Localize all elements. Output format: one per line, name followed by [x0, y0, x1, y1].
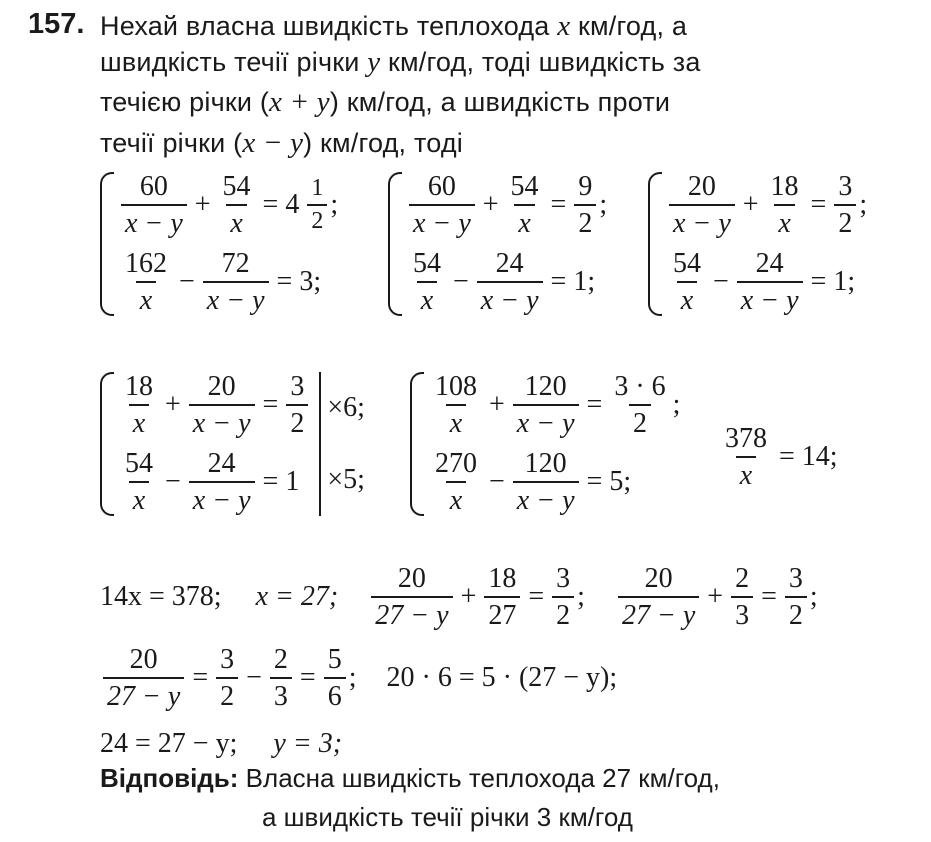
equation-row: $\frac{270}{x}$ − $\frac{120}{x - y}$ = 5; — [435, 447, 632, 517]
problem-number: 157. — [28, 8, 85, 40]
brace — [100, 372, 114, 516]
equation-system-5 — [410, 372, 680, 516]
problem-text-line-4: течії річки (x − y) км/год, тоді — [100, 127, 463, 159]
brace — [388, 172, 402, 316]
problem-text-line-2: швидкість течії річки y км/год, тоді швидкість за — [100, 46, 701, 78]
problem-text-line-3: течією річки (x + y) км/год, а швидкість проти — [100, 86, 671, 118]
equation-row: $\frac{20}{x - y}$ + $\frac{18}{x}$ = $\frac{3}{2}$ ; — [666, 172, 867, 239]
brace — [100, 172, 114, 316]
equation-system-4 — [100, 372, 365, 516]
equation-row: $\frac{54}{x}$ − $\frac{24}{x - y}$ = 1; — [413, 247, 596, 317]
equation-row: $\frac{54}{x}$ − $\frac{24}{x - y}$ = 1 — [125, 447, 300, 517]
brace — [410, 372, 424, 516]
problem-text-line-1: Нехай власна швидкість теплохода x км/год, а — [100, 10, 688, 42]
answer-label: Відповідь: — [100, 763, 239, 793]
equation-row: $\frac{162}{x}$ − $\frac{72}{x - y}$ = 3; — [125, 247, 322, 317]
equation-row: $\frac{108}{x}$ + $\frac{120}{x - y}$ = $\frac{3 \cdot 6}{2}$ ; — [435, 371, 681, 440]
solution-line-a: 14x = 378; x = 27; $\frac{20}{27 - y}$ + $\frac{18}{27}$ = $\frac{3}{2}$ ; $\frac{20}{27 - y}$ + $\frac{2}{3}$ = $\frac{3}{2}$ ; — [100, 563, 818, 632]
equation-row: $\frac{60}{x - y}$ + $\frac{54}{x}$ = $\frac{9}{2}$ ; — [406, 172, 607, 239]
equation-system-1 — [100, 172, 338, 316]
brace — [648, 172, 662, 316]
multiplier-column — [319, 372, 365, 516]
answer-line-1: Відповідь: Власна швидкість теплохода 27 км/год, — [100, 763, 720, 793]
solution-line-b: $\frac{20}{27 - y}$ = $\frac{3}{2}$ − $\frac{2}{3}$ = $\frac{5}{6}$ ; 20 · 6 = 5 · (27 − y); — [100, 645, 617, 712]
equation-system-2 — [388, 172, 607, 316]
equation-378: $\frac{378}{x}$ = 14; — [725, 423, 838, 492]
equation-row: $\frac{60}{x - y}$ + $\frac{54}{x}$ = 4 $\frac{1}{2}$ ; — [118, 172, 338, 239]
answer-line-2: а швидкість течії річки 3 км/год — [262, 802, 633, 832]
equation-row: $\frac{54}{x}$ − $\frac{24}{x - y}$ = 1; — [673, 247, 856, 317]
solution-line-c: 24 = 27 − y; y = 3; — [100, 728, 343, 759]
multiplier-1: ×6; — [327, 391, 365, 423]
equation-row: $\frac{18}{x}$ + $\frac{20}{x - y}$ = $\frac{3}{2}$ — [118, 372, 311, 439]
equation-system-3 — [648, 172, 867, 316]
multiplier-2: ×5; — [327, 463, 365, 495]
